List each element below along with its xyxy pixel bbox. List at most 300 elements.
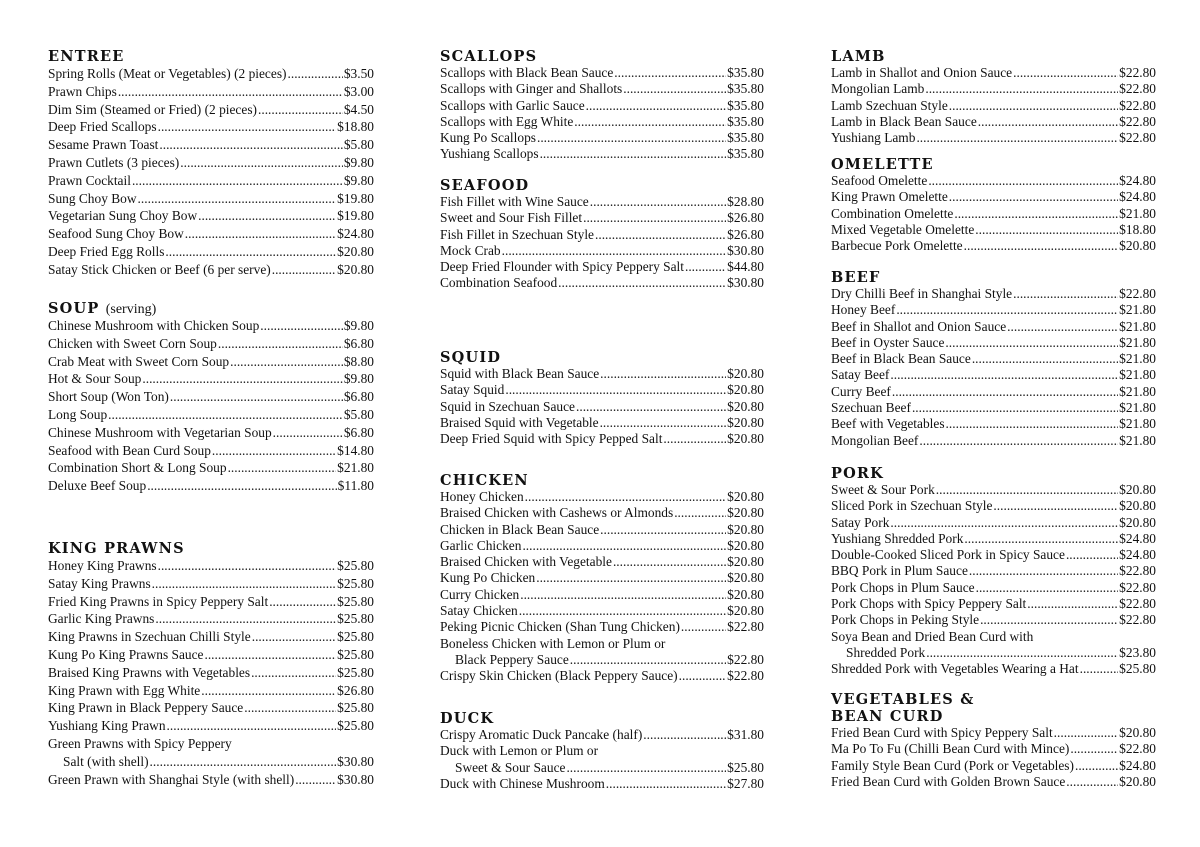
dot-leader [198,207,336,225]
menu-item [831,629,1156,645]
menu-item [48,370,374,388]
menu-item [831,482,1156,498]
menu-item [48,477,374,495]
menu-item-name: Family Style Bean Curd (Pork or Vegetables) [831,757,1074,773]
menu-item-price: $27.80 [727,775,764,791]
menu-item-name: Braised Chicken with Vegetable [440,554,612,570]
menu-item-name: Dim Sim (Steamed or Fried) (2 pieces) [48,101,257,117]
menu-item-price: $30.80 [337,771,374,787]
menu-item-name: Sliced Pork in Szechuan Style [831,498,993,514]
section-title [831,156,1156,173]
dot-leader [600,415,727,431]
menu-item [831,515,1156,531]
menu-item-price: $26.80 [727,210,764,226]
menu-item-price: $5.80 [343,406,374,422]
dot-leader [613,554,726,570]
menu-item-name: Braised Chicken with Cashews or Almonds [440,505,674,521]
menu-item [440,399,764,415]
menu-item-price: $24.80 [1119,757,1156,773]
section-title-text: OMELETTE [831,156,934,173]
dot-leader [132,172,343,190]
menu-item [831,580,1156,596]
section-title-text: PORK [831,465,884,482]
menu-item-price: $21.80 [1119,432,1156,448]
menu-item-price: $20.80 [727,537,764,553]
menu-item-name: Ma Po To Fu (Chilli Bean Curd with Mince) [831,741,1070,757]
menu-item-name: Fried Bean Curd with Spicy Peppery Salt [831,725,1053,740]
dot-leader [185,225,336,243]
menu-item-name: Garlic King Prawns [48,611,155,627]
menu-item-price: $35.80 [727,81,764,97]
menu-item-name: Duck with Lemon or Plum or [440,743,599,759]
menu-item [831,206,1156,222]
dot-leader [142,370,342,388]
section-title-text: SEAFOOD [440,177,530,194]
dot-leader [890,515,1118,531]
section-title-text: BEEF [831,269,881,286]
dot-leader [969,563,1118,579]
menu-item-price: $23.80 [1119,644,1156,660]
menu-item [440,570,764,586]
menu-item [48,207,374,225]
menu-item-price: $24.80 [1119,173,1156,188]
menu-item [831,114,1156,130]
menu-item-price: $20.80 [727,603,764,619]
menu-item [440,227,764,243]
menu-item-name: Yushiang Scallops [440,146,539,162]
menu-item-name: Shredded Pork with Vegetables Wearing a Hat [831,661,1079,677]
menu-item-price: $35.80 [727,97,764,113]
dot-leader [170,388,343,406]
menu-item [48,388,374,406]
dot-leader [1075,758,1118,774]
menu-item-name: Double-Cooked Sliced Pork in Spicy Sauce [831,547,1065,563]
dot-leader [663,431,726,447]
dot-leader [230,353,343,371]
section-title-text: CHICKEN [440,472,529,489]
menu-item-name: Honey King Prawns [48,558,157,573]
menu-item [48,557,374,575]
dot-leader [643,727,726,743]
menu-item-name: Short Soup (Won Ton) [48,389,169,405]
menu-item-price: $20.80 [337,261,374,277]
section-title [440,48,764,65]
menu-item-price: $30.80 [337,753,374,769]
dot-leader [976,580,1119,596]
menu-item [440,554,764,570]
menu-item-price: $21.80 [1119,205,1156,221]
menu-item-price: $6.80 [343,335,374,351]
menu-item [831,498,1156,514]
menu-item [831,547,1156,563]
menu-item [48,118,374,136]
dot-leader [570,652,726,668]
menu-item [831,302,1156,318]
menu-item-price: $24.80 [1119,547,1156,563]
menu-item [48,406,374,424]
menu-item-name: Hot & Sour Soup [48,371,142,387]
dot-leader [505,382,726,398]
menu-item-name: Chinese Mushroom with Chicken Soup [48,318,260,333]
menu-item-name: Squid with Black Bean Sauce [440,366,600,381]
menu-item-name: Honey Beef [831,302,896,318]
menu-item-name: Green Prawns with Spicy Peppery [48,735,232,751]
menu-item-name: Vegetarian Sung Choy Bow [48,208,198,224]
menu-item [440,743,764,759]
menu-item-name: Satay King Prawns [48,575,151,591]
menu-item [440,636,764,652]
menu-item [440,65,764,81]
menu-item-name: Peking Picnic Chicken (Shan Tung Chicken) [440,619,680,635]
menu-item-price: $25.80 [337,575,374,591]
menu-item-price: $20.80 [1119,773,1156,789]
menu-item-name: Boneless Chicken with Lemon or Plum or [440,635,666,651]
menu-item [48,664,374,682]
dot-leader [600,366,726,382]
menu-item-name: Prawn Cutlets (3 pieces) [48,154,180,170]
menu-item [48,593,374,611]
menu-item [831,400,1156,416]
section-title-text: SQUID [440,349,502,366]
menu-item-price: $9.80 [343,154,374,170]
dot-leader [926,645,1118,661]
dot-leader [522,538,726,554]
menu-item [440,382,764,398]
menu-item-price: $25.80 [727,759,764,775]
menu-item-price: $25.80 [337,700,374,716]
dot-leader [928,173,1118,189]
section-title-text: ENTREE [48,48,125,65]
menu-item [831,189,1156,205]
dot-leader [152,575,337,593]
menu-item-name: Fish Fillet with Wine Sauce [440,194,589,209]
dot-leader [1007,319,1118,335]
menu-item-price: $35.80 [727,146,764,162]
menu-item-price: $20.80 [727,586,764,602]
menu-item-price: $8.80 [343,353,374,369]
menu-section-duck [440,710,764,792]
menu-item-name: Chicken with Sweet Corn Soup [48,335,217,351]
menu-item-price: $22.80 [1119,130,1156,146]
menu-item [831,563,1156,579]
menu-item-price: $20.80 [727,521,764,537]
menu-item-price: $22.80 [1119,286,1156,301]
menu-item-name: Combination Seafood [440,275,558,291]
dot-leader [586,98,727,114]
menu-item-price: $30.80 [727,242,764,258]
menu-item-name: Fried King Prawns in Spicy Peppery Salt [48,593,269,609]
menu-item-name: Curry Chicken [440,586,520,602]
dot-leader [228,459,337,477]
menu-item-price: $22.80 [1119,65,1156,80]
dot-leader [972,351,1118,367]
menu-item-name: Seafood with Bean Curd Soup [48,442,211,458]
menu-item [831,596,1156,612]
menu-item [831,351,1156,367]
menu-item-name: Beef in Shallot and Onion Sauce [831,318,1007,334]
dot-leader [155,610,336,628]
menu-item-name: King Prawn Omelette [831,189,948,205]
menu-item-price: $20.80 [1119,725,1156,740]
dot-leader [269,593,336,611]
dot-leader [600,522,726,538]
menu-item-price: $5.80 [343,137,374,153]
menu-item [831,319,1156,335]
menu-item-name: Pork Chops with Spicy Peppery Salt [831,596,1027,612]
menu-item [48,172,374,190]
menu-item-price: $22.80 [1119,579,1156,595]
menu-item-price: $22.80 [1119,563,1156,579]
menu-item-name: Chicken in Black Bean Sauce [440,521,600,537]
menu-item-price: $19.80 [337,190,374,206]
section-title [48,540,374,557]
menu-item-price: $25.80 [1119,661,1156,677]
menu-item-name: Green Prawn with Shanghai Style (with shell) [48,771,295,787]
menu-item-price: $14.80 [337,442,374,458]
menu-item-name: Duck with Chinese Mushroom [440,775,605,791]
menu-item-price: $20.80 [1119,238,1156,254]
menu-item-name: Szechuan Beef [831,400,911,416]
menu-item [831,286,1156,302]
menu-item [48,442,374,460]
menu-section-seafood [440,177,764,292]
menu-item-price: $24.80 [1119,189,1156,205]
menu-item-name: Crispy Aromatic Duck Pancake (half) [440,727,643,742]
menu-item-price: $26.80 [727,226,764,242]
menu-item-name: Deep Fried Egg Rolls [48,243,165,259]
section-title [831,269,1156,286]
menu-item [440,587,764,603]
menu-item-name: Lamb in Shallot and Onion Sauce [831,65,1013,80]
menu-item-name: Combination Omelette [831,205,954,221]
menu-item-price: $20.80 [337,243,374,259]
menu-item-name: Deluxe Beef Soup [48,478,147,494]
menu-item [831,661,1156,677]
section-title-text-line2: BEAN CURD [831,708,944,725]
dot-leader [681,619,726,635]
menu-item-name: Kung Po King Prawns Sauce [48,646,204,662]
dot-leader [519,603,726,619]
menu-item [831,725,1156,741]
menu-item [440,652,764,668]
dot-leader [954,206,1118,222]
menu-item-name: Seafood Sung Choy Bow [48,226,184,242]
dot-leader [890,367,1118,383]
dot-leader [949,98,1118,114]
menu-item-name: Garlic Chicken [440,537,522,553]
menu-section-omelette [831,156,1156,254]
menu-section-soup [48,300,374,495]
menu-item-name: Satay Pork [831,514,890,530]
menu-item-name: Long Soup [48,406,108,422]
dot-leader [540,146,727,162]
menu-item [440,366,764,382]
menu-item-price: $44.80 [727,259,764,275]
menu-item [440,194,764,210]
section-title [831,465,1156,482]
menu-item [440,243,764,259]
section-title [48,48,374,65]
menu-item-name: Beef in Oyster Sauce [831,334,945,350]
menu-item-name: Scallops with Ginger and Shallots [440,81,623,97]
menu-item-price: $11.80 [337,478,374,494]
menu-item-price: $21.80 [1119,318,1156,334]
menu-item-name: Seafood Omelette [831,173,928,188]
menu-item-price: $25.80 [337,629,374,645]
menu-item [48,753,374,771]
menu-item-name: King Prawns in Szechuan Chilli Style [48,629,251,645]
dot-leader [165,243,336,261]
menu-item-name: Mongolian Beef [831,432,919,448]
menu-item-name: Combination Short & Long Soup [48,460,227,476]
menu-item-name: Fried Bean Curd with Golden Brown Sauce [831,773,1066,789]
dot-leader [158,557,337,575]
menu-item-price: $24.80 [337,226,374,242]
menu-section-lamb [831,48,1156,146]
menu-item-name: Scallops with Egg White [440,113,574,129]
menu-item [48,771,374,789]
menu-item-name: Soya Bean and Dried Bean Curd with [831,628,1034,644]
dot-leader [1027,596,1118,612]
menu-item [440,415,764,431]
dot-leader [1013,286,1118,302]
menu-item [440,776,764,792]
menu-item-price: $20.80 [727,431,764,447]
menu-item-name: Satay Stick Chicken or Beef (6 per serve) [48,261,271,277]
menu-item [48,459,374,477]
dot-leader [1066,547,1118,563]
dot-leader [520,587,726,603]
dot-leader [525,489,727,505]
menu-item-name: Scallops with Garlic Sauce [440,97,585,113]
menu-item-name: Lamb in Black Bean Sauce [831,113,977,129]
dot-leader [252,628,336,646]
menu-item-price: $35.80 [727,113,764,129]
menu-item-price: $35.80 [727,65,764,80]
menu-item [48,317,374,335]
dot-leader [949,189,1118,205]
menu-item-name: Sesame Prawn Toast [48,137,159,153]
dot-leader [595,227,726,243]
menu-item-price: $21.80 [1119,416,1156,432]
menu-item-name: Sweet & Sour Pork [831,482,935,497]
menu-item-price: $30.80 [727,275,764,291]
menu-item [831,130,1156,146]
menu-item [831,98,1156,114]
section-title [831,48,1156,65]
menu-item [440,727,764,743]
menu-item [831,81,1156,97]
dot-leader [295,771,336,789]
menu-item-name: Sweet and Sour Fish Fillet [440,210,583,226]
menu-item [440,538,764,554]
menu-section-scallops [440,48,764,163]
menu-item-price: $22.80 [1119,596,1156,612]
menu-item-name: Yushiang King Prawn [48,718,166,734]
section-title-text: DUCK [440,710,495,727]
dot-leader [919,433,1118,449]
menu-item-price: $6.80 [343,424,374,440]
menu-item-price: $21.80 [1119,383,1156,399]
menu-item-price: $25.80 [337,664,374,680]
menu-item-price: $22.80 [727,651,764,667]
menu-section-entree [48,48,374,279]
menu-item-price: $22.80 [1119,741,1156,757]
section-title [831,691,1156,725]
dot-leader [925,81,1118,97]
dot-leader [244,699,336,717]
dot-leader [150,753,337,771]
menu-item [48,261,374,279]
menu-item-name: Mock Crab [440,242,501,258]
menu-item-price: $19.80 [337,208,374,224]
menu-item [48,353,374,371]
menu-item [440,114,764,130]
menu-item-name: Kung Po Scallops [440,130,536,146]
menu-item-price: $22.80 [727,619,764,635]
menu-item [48,335,374,353]
dot-leader [1070,741,1118,757]
menu-item-name: Mongolian Lamb [831,81,925,97]
dot-leader [1066,774,1118,790]
menu-item-name: Crispy Skin Chicken (Black Peppery Sauce) [440,668,678,684]
dot-leader [180,154,343,172]
menu-item-name: Braised King Prawns with Vegetables [48,664,251,680]
menu-item [831,173,1156,189]
dot-leader [685,259,726,275]
dot-leader [288,65,343,83]
dot-leader [576,399,726,415]
dot-leader [916,130,1118,146]
menu-item-price: $26.80 [337,682,374,698]
menu-item [440,431,764,447]
menu-item-price: $20.80 [727,505,764,521]
dot-leader [583,210,726,226]
menu-item-price: $22.80 [1119,81,1156,97]
menu-item-price: $21.80 [1119,302,1156,318]
menu-item-price: $18.80 [1119,221,1156,237]
menu-item-name: BBQ Pork in Plum Sauce [831,563,968,579]
menu-item-price: $21.80 [1119,400,1156,416]
dot-leader [118,83,343,101]
menu-item-price: $21.80 [337,460,374,476]
menu-item [440,130,764,146]
dot-leader [946,416,1119,432]
menu-item [831,741,1156,757]
dot-leader [1054,725,1119,741]
menu-item-name: Fish Fillet in Szechuan Style [440,226,594,242]
dot-leader [258,101,343,119]
menu-item [48,699,374,717]
menu-item [48,243,374,261]
menu-item-name: Beef in Black Bean Sauce [831,351,971,367]
menu-item-name: Satay Chicken [440,603,518,619]
menu-item [440,668,764,684]
dot-leader [623,81,726,97]
dot-leader [590,194,726,210]
menu-item-name: Deep Fried Squid with Spicy Pepped Salt [440,431,663,447]
menu-item-price: $22.80 [1119,113,1156,129]
menu-item [440,619,764,635]
dot-leader [975,222,1118,238]
section-title [440,349,764,366]
menu-item-price: $20.80 [727,489,764,504]
menu-item [831,367,1156,383]
menu-item-name: Squid in Szechuan Sauce [440,398,575,414]
dot-leader [964,531,1118,547]
menu-item-name: Chinese Mushroom with Vegetarian Soup [48,424,272,440]
dot-leader [273,424,343,442]
